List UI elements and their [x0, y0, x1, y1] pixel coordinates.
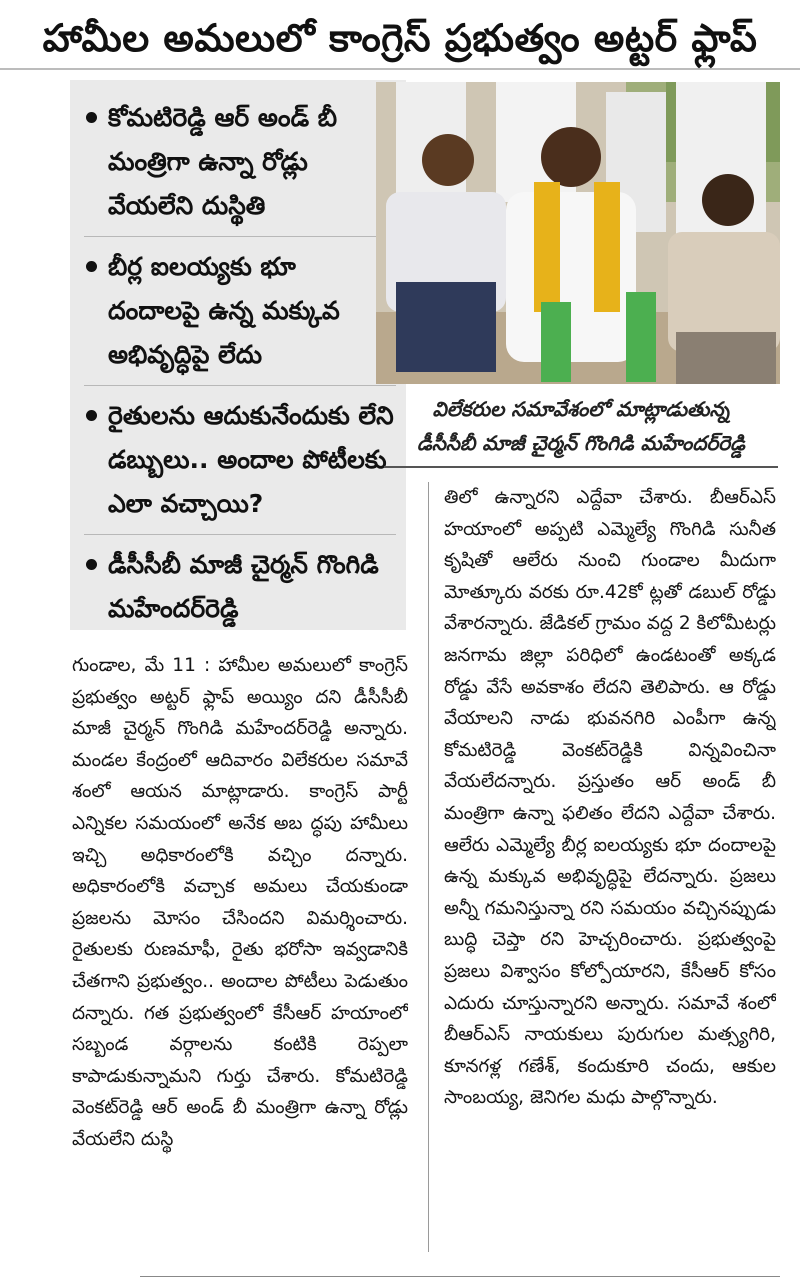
bullet-icon — [86, 261, 97, 272]
highlight-text: కోమటిరెడ్డి ఆర్ అండ్ బీ మంత్రిగా ఉన్నా రోడ్లు వేయలేని దుస్థితి — [108, 103, 338, 220]
highlight-item — [84, 543, 396, 639]
news-photo — [376, 82, 780, 384]
highlight-item — [84, 394, 396, 535]
highlights-box — [70, 80, 406, 630]
bullet-icon — [86, 112, 97, 123]
article-text-right: తిలో ఉన్నారని ఎద్దేవా చేశారు. బీఆర్‌ఎస్ హయాంలో అప్పటి ఎమ్మెల్యే గొంగిడి సునీత కృషితో ఆలేరు నుంచి గుండాల మీదుగా మోత్కూరు వరకు రూ.42కో ట్లతో డబుల్ రోడ్డు వేశారన్నారు. జేడికల్ గ్రామం వద్ద 2 కిలోమీటర్లు జనగామ జిల్లా పరిధిలో ఉండటంతో అక్కడ రోడ్డు వేసే అవకాశం లేదని తెలిపారు. ఆ రోడ్డు వేయాలని నాడు భువనగిరి ఎంపీగా ఉన్న కోమటిరెడ్డి వెంకట్‌రెడ్డికి విన్నవించినా వేయలేదన్నారు. ప్రస్తుతం ఆర్ అండ్ బీ మంత్రిగా ఉన్నా ఫలితం లేదని ఎద్దేవా చేశారు. ఆలేరు ఎమ్మెల్యే బీర్ల ఐలయ్యకు భూ దందాలపై ఉన్న మక్కువ అభివృద్ధిపై లేదన్నారు. ప్రజలు అన్నీ గమనిస్తున్నా రని సమయం వచ్చినప్పుడు బుద్ధి చెప్తా రని హెచ్చరించారు. ప్రభుత్వంపై ప్రజలు విశ్వాసం కోల్పోయారని, కేసీఆర్ కోసం ఎదురు చూస్తున్నారని అన్నారు. సమావే శంలో బీఆర్‌ఎస్ నాయకులు పురుగుల మత్స్యగిరి, కూనగళ్ల గణేశ్, కందుకూరి చందు, ఆకుల సాంబయ్య, జెనిగల మధు పాల్గొన్నారు. — [444, 487, 776, 1109]
caption-line-2: డీసీసీబీ మాజీ చైర్మన్ గొంగిడి మహేందర్‌రెడ్డి — [417, 431, 745, 455]
article-column-left — [72, 650, 408, 1250]
highlight-text: బీర్ల ఐలయ్యకు భూ దందాలపై ఉన్న మక్కువ అభివృద్ధిపై లేదు — [108, 252, 340, 369]
highlight-item — [84, 96, 396, 237]
highlight-text: డీసీసీబీ మాజీ చైర్మన్ గొంగిడి మహేందర్‌రెడ్డి — [108, 550, 379, 623]
photo-caption — [384, 392, 778, 468]
headline: హామీల అమలులో కాంగ్రెస్ ప్రభుత్వం అట్టర్ ఫ్లాప్ — [0, 6, 800, 70]
bullet-icon — [86, 410, 97, 421]
column-divider — [428, 482, 429, 1252]
bottom-divider — [140, 1276, 780, 1277]
bullet-icon — [86, 559, 97, 570]
highlight-item — [84, 245, 396, 386]
article-column-right — [444, 482, 776, 1250]
caption-line-1: విలేకరుల సమావేశంలో మాట్లాడుతున్న — [432, 397, 730, 421]
highlight-text: రైతులను ఆదుకునేందుకు లేని డబ్బులు.. అందాల పోటీలకు ఎలా వచ్చాయి? — [108, 401, 394, 518]
photo-illustration — [376, 82, 780, 384]
article-text-left: గుండాల, మే 11 : హామీల అమలులో కాంగ్రెస్ ప్రభుత్వం అట్టర్ ఫ్లాప్ అయ్యిం దని డీసీసీబీ మాజీ చైర్మన్ గొంగిడి మహేందర్‌రెడ్డి అన్నారు. మండల కేంద్రంలో ఆదివారం విలేకరుల సమావే శంలో ఆయన మాట్లాడారు. కాంగ్రెస్ పార్టీ ఎన్నికల సమయంలో అనేక అబ ద్ధపు హామీలు ఇచ్చి అధికారంలోకి వచ్చిం దన్నారు. అధికారంలోకి వచ్చాక అమలు చేయకుండా ప్రజలను మోసం చేసిందని విమర్శించారు. రైతులకు రుణమాఫీ, రైతు భరోసా ఇవ్వడానికి చేతగాని ప్రభుత్వం.. అందాల పోటీలు పెడుతుం దన్నారు. గత ప్రభుత్వంలో కేసీఆర్ హయాంలో సబ్బండ వర్గాలను కంటికి రెప్పలా కాపాడుకున్నామని గుర్తు చేశారు. కోమటిరెడ్డి వెంకట్‌రెడ్డి ఆర్ అండ్ బీ మంత్రిగా ఉన్నా రోడ్లు వేయలేని దుస్థి — [72, 655, 408, 1150]
